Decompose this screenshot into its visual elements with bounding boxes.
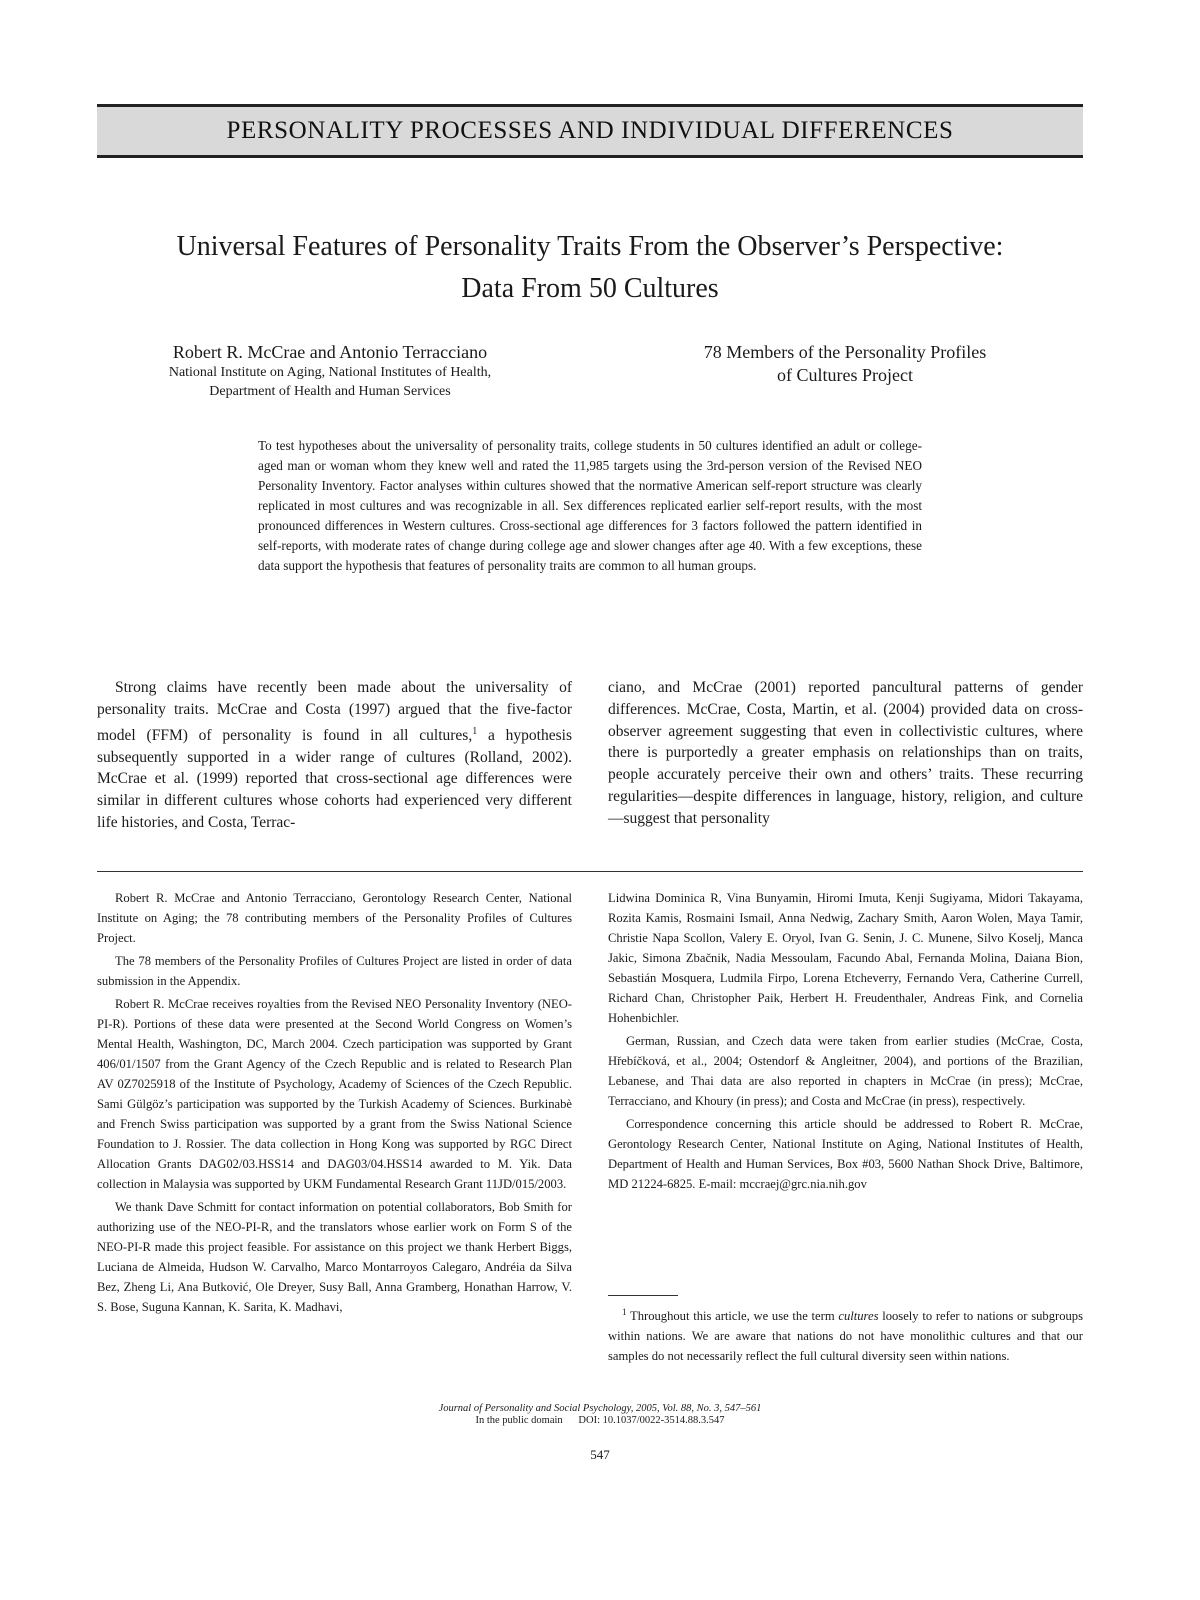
- title-line-1: Universal Features of Personality Traits From the Observer’s Perspective:: [176, 231, 1004, 262]
- author-note-continued: Lidwina Dominica R, Vina Bunyamin, Hiromi Imuta, Kenji Sugiyama, Midori Takayama, Rozita Kamis, Rosmaini Ismail, Anna Nedwig, Zachary Smith, Aaron Wolen, Maya Tamir, Christie Napa Scollon, Valery E. Oryol, Ivan G. Senin, J. C. Munene, Silvo Koselj, Manca Jakic, Simona Zbačnik, Nadia Messoulam, Facundo Abal, Fernanda Molina, Daiana Bion, Sebastián Mosquera, Ludmila Firpo, Lorena Etcheverry, Fernando Vera, Catherine Currell, Richard Chan, Christopher Paik, Herbert H. Freudenthaler, Andreas Fink, and Cornelia Hohenbichler.: [608, 891, 1083, 1025]
- footnote-text-2: loosely to refer to nations or subgroups within nations. We are aware that nations do not have monolithic cultures and that our samples do not necessarily reflect the full cultural diversity seen within nations.: [608, 1309, 1083, 1364]
- author-note-paragraph: We thank Dave Schmitt for contact information on potential collaborators, Bob Smith for authorizing use of the NEO-PI-R, and the translators whose earlier work on Form S of the NEO-PI-R made this project feasible. For assistance on this project we thank Herbert Biggs, Luciana de Almeida, Hudson W. Carvalho, Marco Montarroyos Calegaro, Andréia da Silva Bez, Zheng Li, Ana Butković, Ole Dreyer, Susy Ball, Anna Gramberg, Honathan Harrow, V. S. Bose, Suguna Kannan, K. Sarita, K. Madhavi,: [97, 1200, 572, 1314]
- author-affiliation-line-1: National Institute on Aging, National Institutes of Health,: [168, 365, 492, 380]
- notes-divider: [97, 871, 1083, 872]
- body-left-text-part-1: Strong claims have recently been made about the universality of personality traits. McCrae and Costa (1997) argued that the five-factor model (FFM) of personality is found in all cultures,: [97, 679, 572, 744]
- title-line-2: Data From 50 Cultures: [461, 273, 719, 304]
- journal-info: [300, 1403, 900, 1427]
- author-notes-right: [608, 888, 1083, 1197]
- footnote-text-1: Throughout this article, we use the term: [626, 1309, 839, 1324]
- body-column-left: [97, 677, 572, 834]
- footnote-term: cultures: [838, 1309, 879, 1324]
- footnote: [608, 1302, 1083, 1366]
- public-domain-note: In the public domain: [475, 1415, 563, 1426]
- author-note-paragraph: Robert R. McCrae and Antonio Terracciano, Gerontology Research Center, National Institute on Aging; the 78 contributing members of the Personality Profiles of Cultures Project.: [97, 891, 572, 945]
- section-heading: PERSONALITY PROCESSES AND INDIVIDUAL DIFFERENCES: [226, 117, 954, 144]
- article-title: [97, 226, 1083, 310]
- correspondence-note: Correspondence concerning this article should be addressed to Robert R. McCrae, Gerontology Research Center, National Institute on Aging, National Institutes of Health, Department of Health and Human Services, Box #03, 5600 Nathan Shock Drive, Baltimore, MD 21224-6825. E-mail: mccraej@grc.nia.nih.gov: [608, 1117, 1083, 1191]
- footnote-number: 1: [622, 1307, 627, 1317]
- author-names: Robert R. McCrae and Antonio Terracciano: [172, 342, 488, 362]
- author-affiliation-line-2: Department of Health and Human Services: [209, 384, 451, 399]
- section-heading-banner: [97, 104, 1083, 158]
- footnote-divider: [608, 1295, 678, 1296]
- body-left-text-part-2: a hypothesis subsequently supported in a wider range of cultures (Rolland, 2002). McCrae et al. (1999) reported that cross-sectional age differences were similar in different cultures whose cohorts had experienced very different life histories, and Costa, Terrac-: [97, 726, 572, 831]
- doi: DOI: 10.1037/0022-3514.88.3.547: [578, 1415, 725, 1426]
- author-block-right: [620, 341, 1070, 387]
- author-note-paragraph: German, Russian, and Czech data were taken from earlier studies (McCrae, Costa, Hřebíčková, et al., 2004; Ostendorf & Angleitner, 2004), and portions of the Brazilian, Lebanese, and Thai data are also reported in chapters in McCrae (in press); McCrae, Terracciano, and Khoury (in press); and Costa and McCrae (in press), respectively.: [608, 1034, 1083, 1108]
- journal-rights-doi: [300, 1415, 900, 1427]
- author-note-paragraph: Robert R. McCrae receives royalties from the Revised NEO Personality Inventory (NEO-PI-R). Portions of these data were presented at the Second World Congress on Women’s Mental Health, Washington, DC, March 2004. Czech participation was supported by Grant 406/01/1507 from the Grant Agency of the Czech Republic and is related to Research Plan AV 0Z7025918 of the Institute of Psychology, Academy of Sciences of the Czech Republic. Sami Gülgöz’s participation was supported by the Turkish Academy of Sciences. Burkinabè and French Swiss participation was supported by a grant from the Swiss National Science Foundation to J. Rossier. The data collection in Hong Kong was supported by RGC Direct Allocation Grants DAG02/03.HSS14 and DAG03/04.HSS14 awarded to M. Yik. Data collection in Malaysia was supported by UKM Fundamental Research Grant 11JD/015/2003.: [97, 997, 572, 1191]
- body-column-right: ciano, and McCrae (2001) reported pancultural patterns of gender differences. McCrae, Costa, Martin, et al. (2004) provided data on cross-observer agreement suggesting that even in collectivistic cultures, where there is purportedly a greater emphasis on relationships than on traits, people accurately perceive their own and others’ traits. These recurring regularities—despite differences in language, history, religion, and culture—suggest that personality: [608, 679, 1083, 827]
- author-note-paragraph: The 78 members of the Personality Profiles of Cultures Project are listed in order of data submission in the Appendix.: [97, 954, 572, 988]
- journal-citation: Journal of Personality and Social Psychology, 2005, Vol. 88, No. 3, 547–561: [438, 1403, 762, 1414]
- author-notes-left: [97, 888, 572, 1320]
- author-block-left: [100, 341, 560, 401]
- group-author-line-2: of Cultures Project: [777, 365, 913, 385]
- page-number: 547: [590, 1447, 610, 1462]
- footnote-marker: 1: [472, 725, 478, 737]
- group-author-line-1: 78 Members of the Personality Profiles: [703, 342, 987, 362]
- abstract: To test hypotheses about the universality of personality traits, college students in 50 cultures identified an adult or college-aged man or woman whom they knew well and rated the 11,985 targets using the 3rd-person version of the Revised NEO Personality Inventory. Factor analyses within cultures showed that the normative American self-report structure was clearly replicated in most cultures and was recognizable in all. Sex differences replicated earlier self-report results, with the most pronounced differences in Western cultures. Cross-sectional age differences for 3 factors followed the pattern identified in self-reports, with moderate rates of change during college age and slower changes after age 40. With a few exceptions, these data support the hypothesis that features of personality traits are common to all human groups.: [258, 438, 922, 573]
